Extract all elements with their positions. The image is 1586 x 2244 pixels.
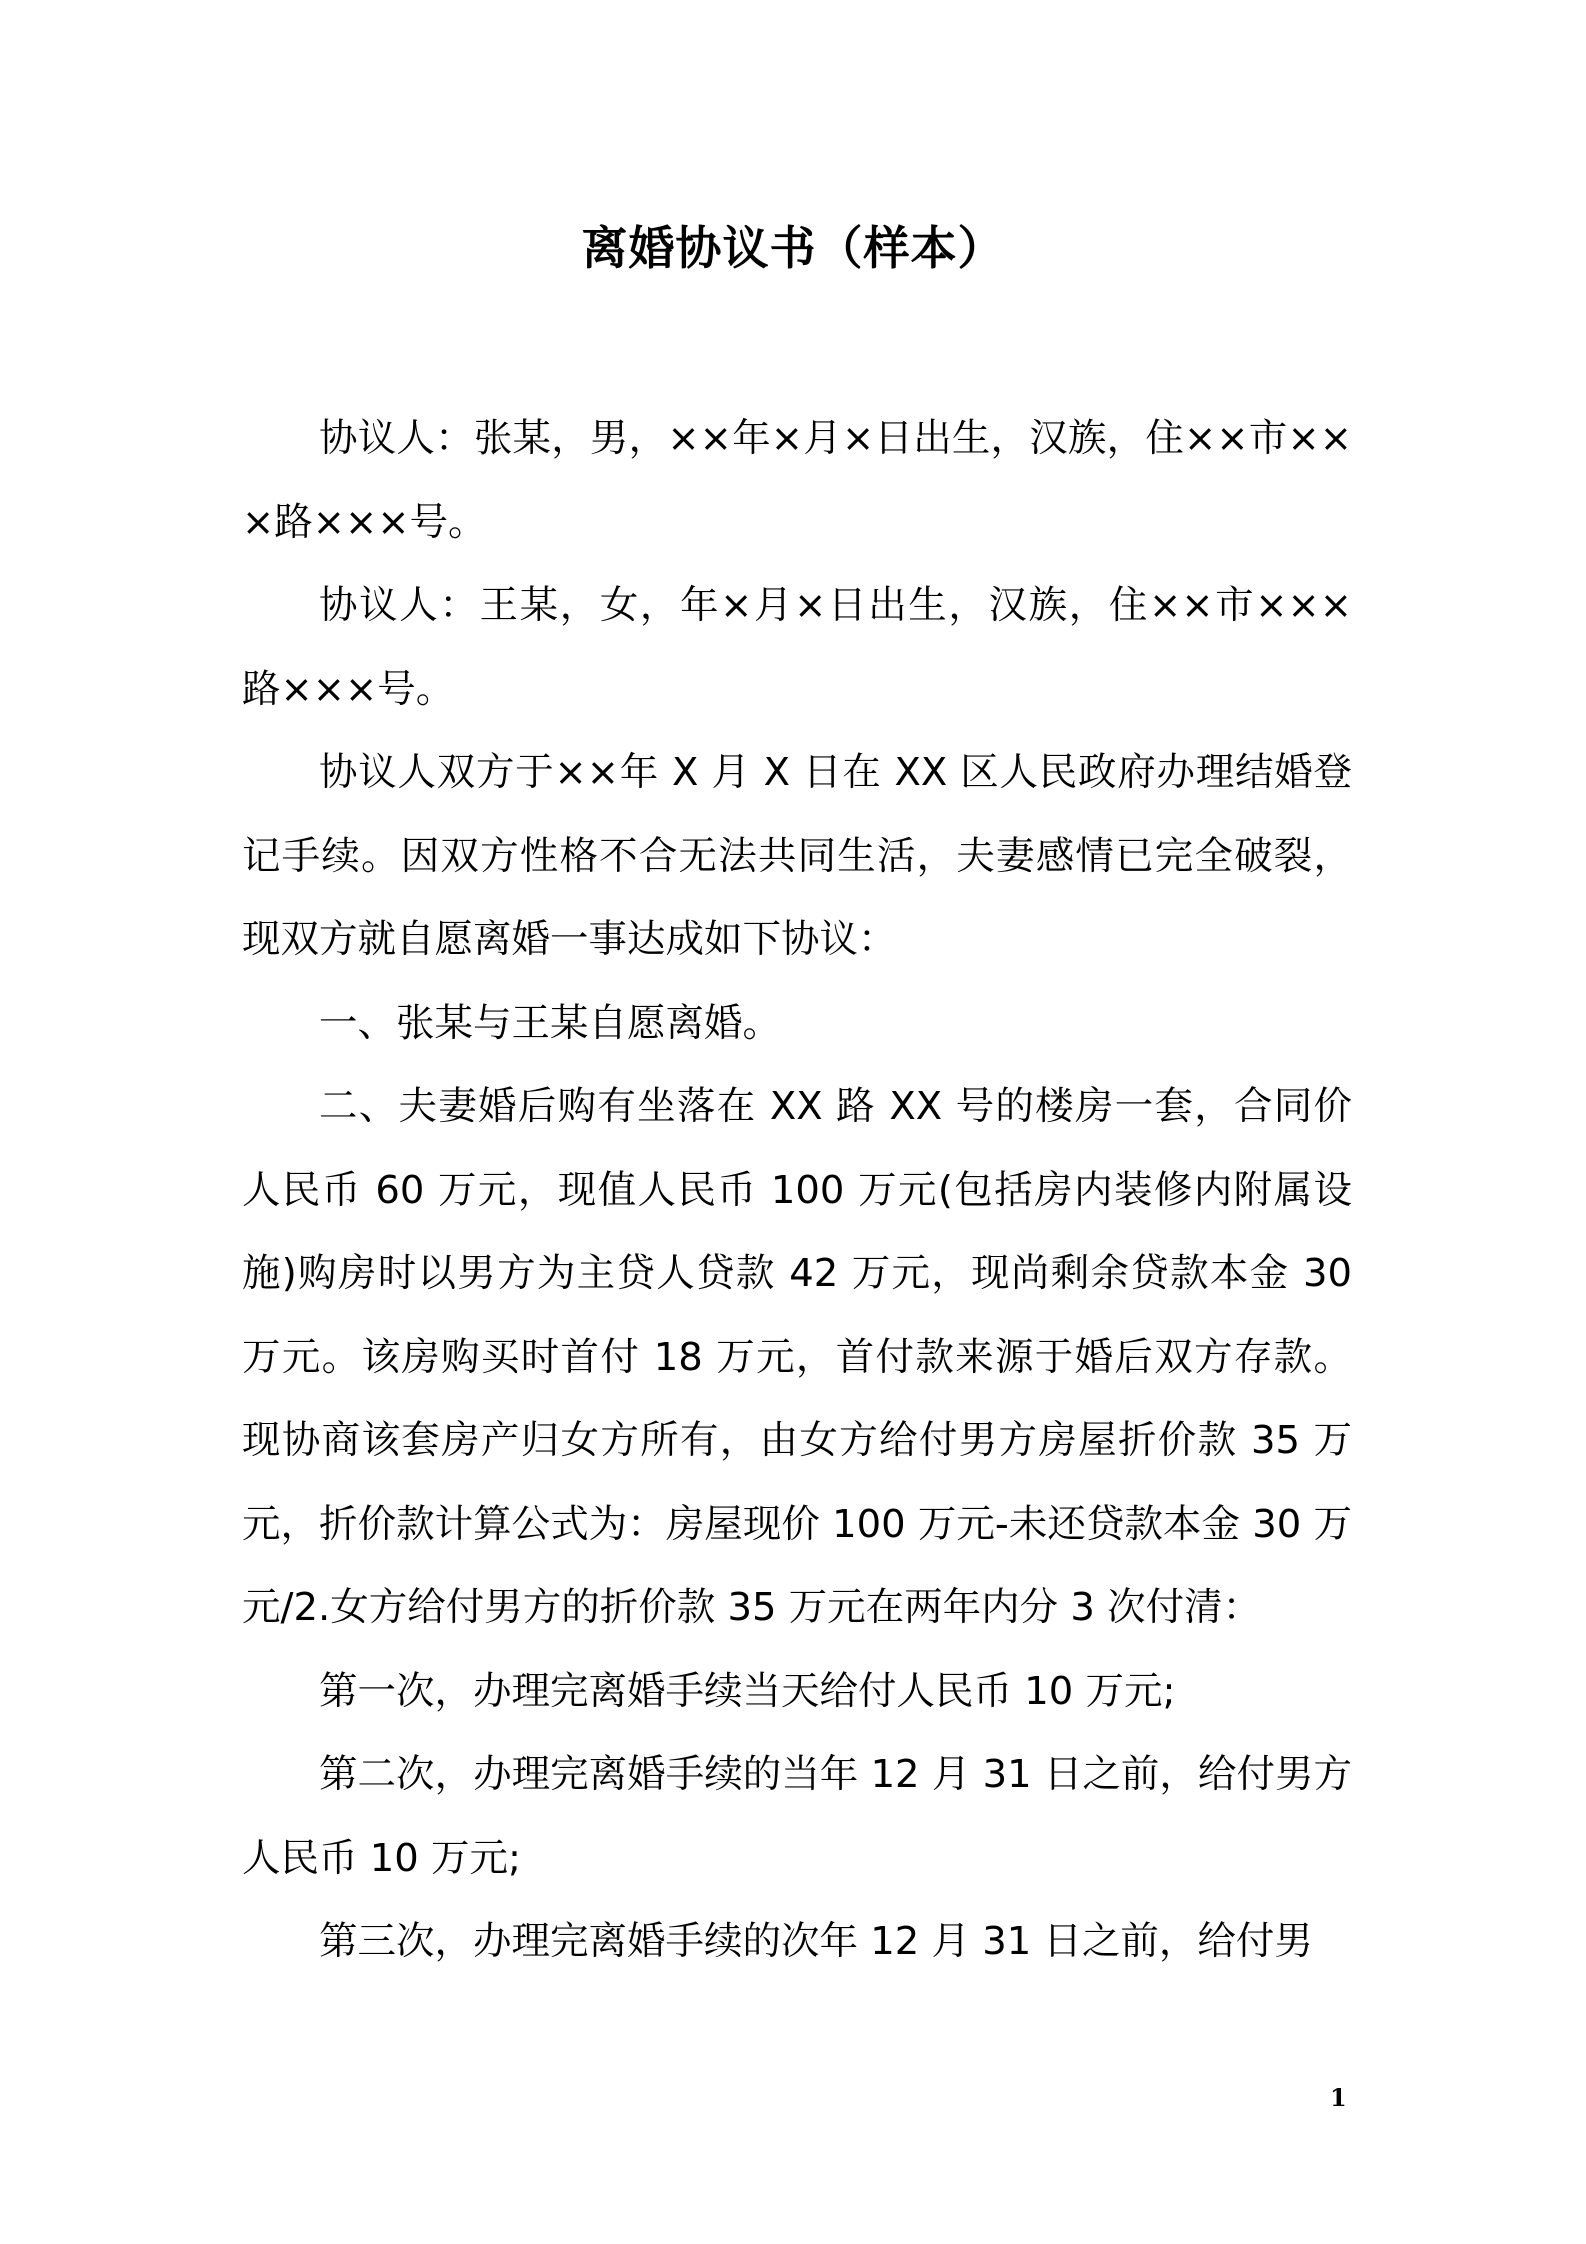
document-body: [242, 397, 1352, 1984]
paragraph-payment-1: 第一次，办理完离婚手续当天给付人民币 10 万元;: [319, 1668, 1176, 1714]
paragraph-preamble: 协议人双方于××年 X 月 X 日在 XX 区人民政府办理结婚登记手续。因双方性格不合无法共同生活，夫妻感情已完全破裂，现双方就自愿离婚一事达成如下协议：: [242, 750, 1352, 962]
document-title: 离婚协议书（样本）: [581, 221, 1005, 275]
paragraph-payment-3: 第三次，办理完离婚手续的次年 12 月 31 日之前，给付男: [319, 1919, 1313, 1964]
paragraph-clause-2: 二、夫妻婚后购有坐落在 XX 路 XX 号的楼房一套，合同价人民币 60 万元，现值人民币 100 万元(包括房内装修内附属设施)购房时以男方为主贷人贷款 42 万元，现尚剩余贷款本金 30 万元。该房购买时首付 18 万元，首付款来源于婚后双方存款。现协商该套房产归女方所有，由女方给付男方房屋折价款 35 万元，折价款计算公式为：房屋现价 100 万元-未还贷款本金 30 万元/2.女方给付男方的折价款 35 万元在两年内分 3 次付清：: [242, 1084, 1352, 1630]
paragraph-clause-1: 一、张某与王某自愿离婚。: [319, 1000, 782, 1046]
page-number: 1: [1330, 2083, 1347, 2112]
paragraph-party-1: 协议人：张某，男，××年×月×日出生，汉族，住××市×××路×××号。: [242, 416, 1352, 545]
paragraph-payment-2: 第二次，办理完离婚手续的当年 12 月 31 日之前，给付男方人民币 10 万元;: [242, 1752, 1352, 1881]
paragraph-party-2: 协议人：王某，女，年×月×日出生，汉族，住××市×××路×××号。: [242, 583, 1352, 712]
